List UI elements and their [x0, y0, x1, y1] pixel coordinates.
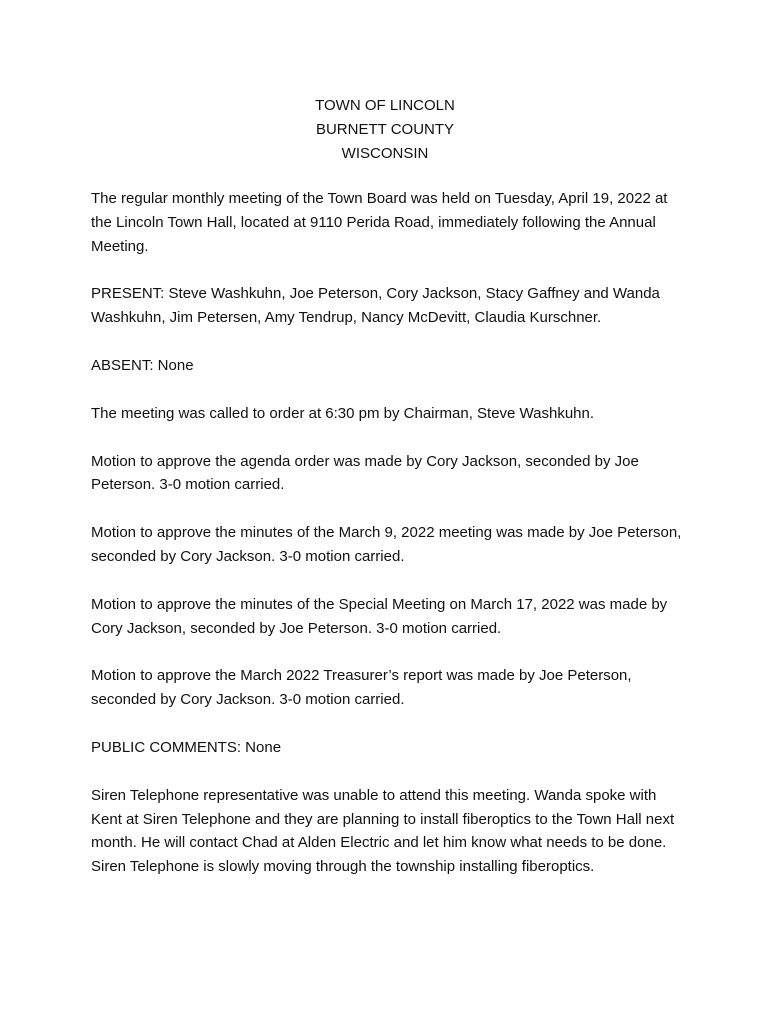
minutes-motion-paragraph: Motion to approve the minutes of the March 9, 2022 meeting was made by Joe Peterson, seconded by Cory Jackson. 3-0 motion carried. — [91, 524, 682, 565]
document-body — [91, 187, 691, 903]
call-to-order-paragraph: The meeting was called to order at 6:30 pm by Chairman, Steve Washkuhn. — [91, 404, 595, 422]
treasurer-report-motion-paragraph: Motion to approve the March 2022 Treasurer’s report was made by Joe Peterson, seconded by Cory Jackson. 3-0 motion carried. — [91, 667, 632, 709]
header-state: WISCONSIN — [341, 145, 429, 162]
meeting-intro-paragraph: The regular monthly meeting of the Town Board was held on Tuesday, April 19, 2022 at the Lincoln Town Hall, located at 9110 Perida Road, immediately following the Annual Meeting. — [91, 190, 668, 255]
header-town: TOWN OF LINCOLN — [315, 97, 455, 114]
absent-paragraph: ABSENT: None — [91, 356, 194, 374]
public-comments-paragraph: PUBLIC COMMENTS: None — [91, 738, 282, 756]
document-header — [0, 94, 770, 166]
header-county: BURNETT COUNTY — [315, 121, 455, 138]
present-paragraph: PRESENT: Steve Washkuhn, Joe Peterson, Cory Jackson, Stacy Gaffney and Wanda Washkuhn, Jim Petersen, Amy Tendrup, Nancy McDevitt, Claudia Kurschner. — [91, 285, 660, 327]
agenda-motion-paragraph: Motion to approve the agenda order was made by Cory Jackson, seconded by Joe Peterson. 3-0 motion carried. — [91, 452, 639, 494]
siren-telephone-paragraph: Siren Telephone representative was unable to attend this meeting. Wanda spoke with Kent at Siren Telephone and they are planning to install fiberoptics to the Town Hall next month. He will contact Chad at Alden Electric and let him know what needs to be done. Siren Telephone is slowly moving through the township installing fiberoptics. — [91, 786, 675, 876]
special-meeting-motion-paragraph: Motion to approve the minutes of the Special Meeting on March 17, 2022 was made by Cory Jackson, seconded by Joe Peterson. 3-0 motion carried. — [91, 595, 668, 637]
